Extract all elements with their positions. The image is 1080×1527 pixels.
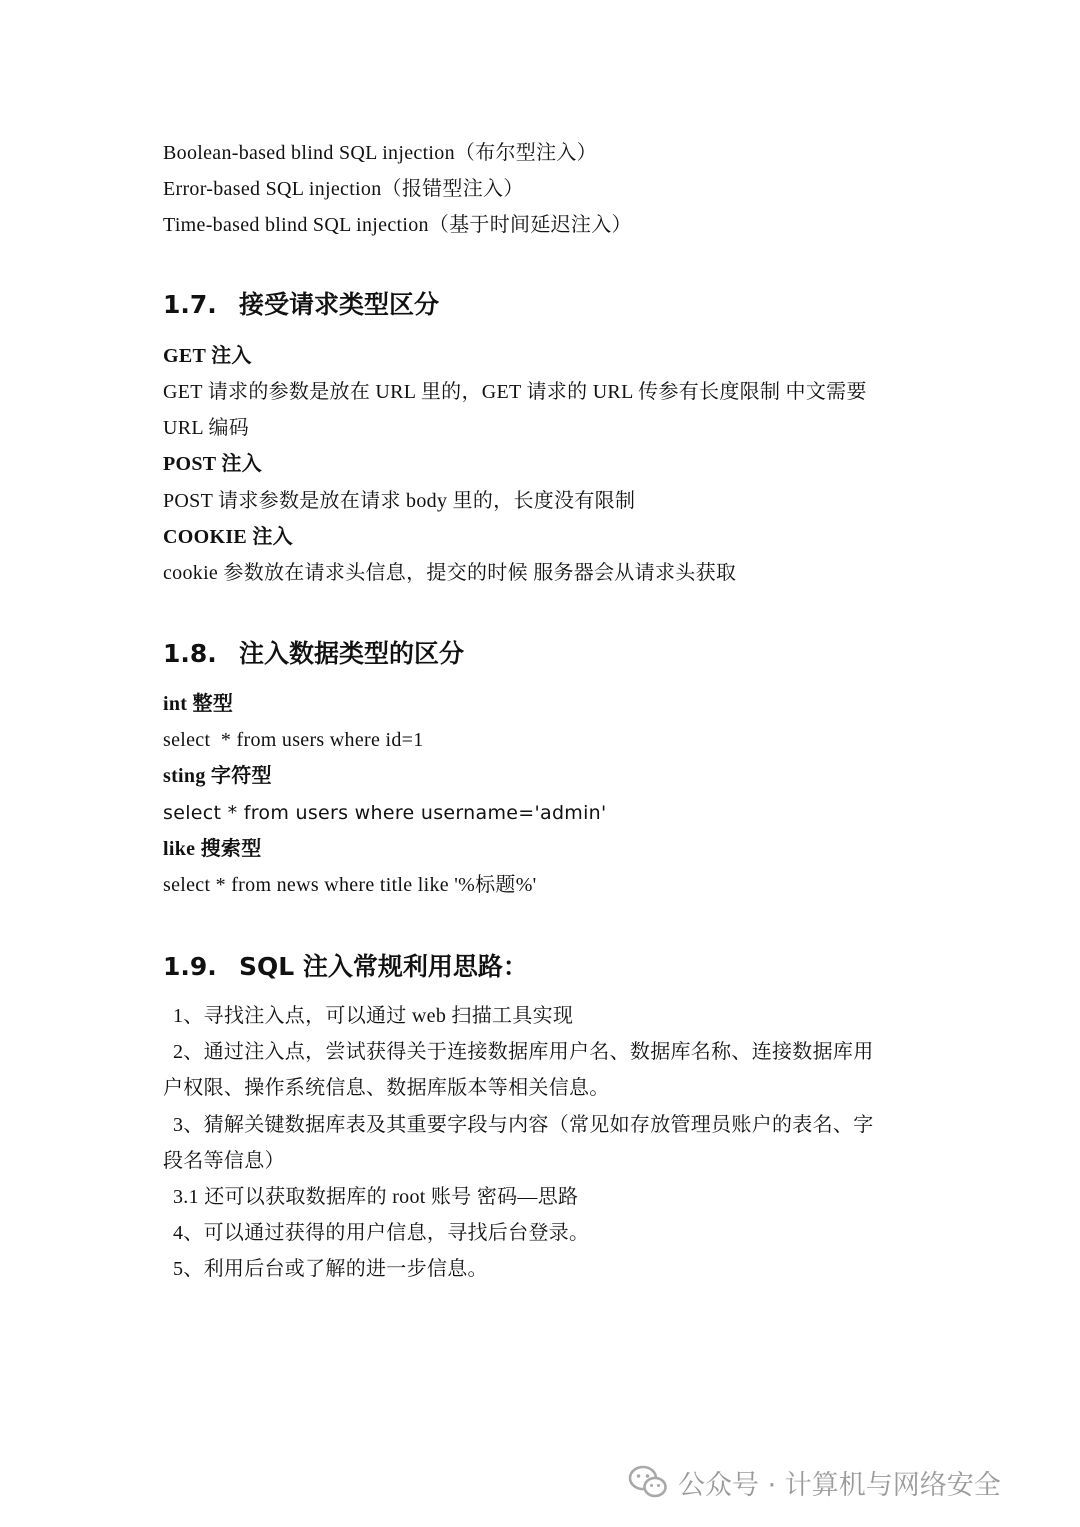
section-title: 注入数据类型的区分 — [239, 639, 465, 668]
injection-type-error: Error-based SQL injection（报错型注入） — [163, 178, 524, 200]
watermark — [628, 1459, 1001, 1505]
injection-type-boolean: Boolean-based blind SQL injection（布尔型注入） — [163, 142, 597, 164]
step-5: 5、利用后台或了解的进一步信息。 — [173, 1258, 488, 1280]
step-3-1: 3.1 还可以获取数据库的 root 账号 密码—思路 — [173, 1186, 579, 1208]
cookie-injection-title: COOKIE 注入 — [163, 526, 293, 548]
step-2-line2: 户权限、操作系统信息、数据库版本等相关信息。 — [163, 1077, 610, 1099]
int-type-example: select * from users where id=1 — [163, 729, 424, 751]
get-injection-text-line2: URL 编码 — [163, 417, 250, 439]
cookie-injection-text: cookie 参数放在请求头信息，提交的时候 服务器会从请求头获取 — [163, 562, 737, 584]
section-number: 1.9. — [163, 952, 217, 981]
step-4: 4、可以通过获得的用户信息，寻找后台登录。 — [173, 1222, 590, 1244]
step-3-line2: 段名等信息） — [163, 1150, 285, 1172]
step-2-line1: 2、通过注入点，尝试获得关于连接数据库用户名、数据库名称、连接数据库用 — [173, 1041, 874, 1063]
get-injection-text-line1: GET 请求的参数是放在 URL 里的，GET 请求的 URL 传参有长度限制 中文需要 — [163, 381, 867, 403]
section-heading-1-9 — [163, 950, 528, 984]
string-type-example: select * from users where username='admin' — [163, 802, 607, 824]
section-title: SQL 注入常规利用思路： — [239, 952, 528, 981]
section-number: 1.8. — [163, 639, 217, 668]
step-3-line1: 3、猜解关键数据库表及其重要字段与内容（常见如存放管理员账户的表名、字 — [173, 1114, 874, 1136]
section-title: 接受请求类型区分 — [239, 290, 440, 319]
get-injection-title: GET 注入 — [163, 345, 252, 367]
section-heading-1-7 — [163, 288, 439, 322]
string-type-title: sting 字符型 — [163, 765, 272, 787]
watermark-text: 公众号 · 计算机与网络安全 — [678, 1469, 1001, 1501]
wechat-icon — [628, 1465, 668, 1499]
post-injection-text: POST 请求参数是放在请求 body 里的，长度没有限制 — [163, 490, 636, 512]
post-injection-title: POST 注入 — [163, 453, 262, 475]
like-type-title: like 搜索型 — [163, 838, 262, 860]
step-1: 1、寻找注入点，可以通过 web 扫描工具实现 — [173, 1005, 574, 1027]
injection-type-time: Time-based blind SQL injection（基于时间延迟注入） — [163, 214, 632, 236]
int-type-title: int 整型 — [163, 693, 234, 715]
like-type-example: select * from news where title like '%标题%' — [163, 874, 537, 896]
section-number: 1.7. — [163, 290, 217, 319]
section-heading-1-8 — [163, 637, 464, 671]
